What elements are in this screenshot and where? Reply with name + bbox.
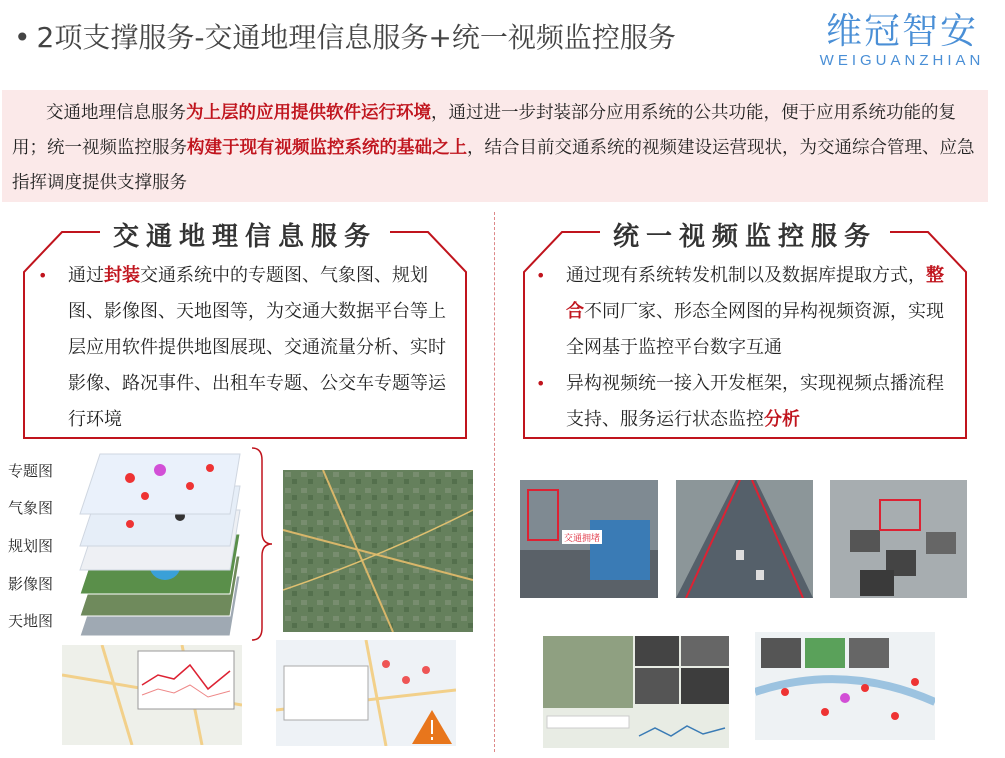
column-divider (494, 212, 495, 752)
intro-highlight-2: 构建于现有视频监控系统的基础之上 (187, 138, 467, 158)
map-layers-illustration (70, 446, 260, 646)
camera-feed-2 (676, 480, 813, 598)
intro-paragraph (2, 90, 988, 202)
traffic-flow-map-image (62, 645, 242, 745)
geo-service-panel (20, 216, 470, 442)
intro-text-3: ，结合目前交通系统的视频建设运营现状，为交通综合管理、应急指挥调度提供支撑服务 (12, 138, 975, 193)
incident-map-image (276, 640, 456, 746)
title-bullet: • (14, 21, 31, 54)
logo-english: WEIGUANZHIAN (819, 52, 985, 69)
page-title (14, 16, 676, 56)
satellite-map-image (283, 470, 473, 632)
camera-feed-3 (830, 480, 967, 598)
list-item: • 异构视频统一接入开发框架，实现视频点播流程支持、服务运行状态监控分析 (536, 373, 944, 430)
list-item: • 通过现有系统转发机制以及数据库提取方式，整合不同厂家、形态全网图的异构视频资源，实现全网基于监控平台数字互通 (536, 265, 944, 358)
layer-label-imagery: 影像图 (8, 575, 54, 593)
brand-logo (807, 12, 997, 69)
intro-text-1: 交通地理信息服务 (46, 103, 186, 123)
panel-title: 交通地理信息服务 (20, 216, 470, 253)
intro-text-2: ，通过进一步封装部分应用系统的公共功能，便于应用系统功能的复用；统一视频监控服务 (12, 103, 956, 158)
intro-highlight-1: 为上层的应用提供软件运行环境 (186, 103, 431, 123)
layer-label-weather: 气象图 (8, 499, 54, 517)
video-service-panel (520, 216, 970, 442)
layer-label-tianditu: 天地图 (8, 612, 54, 630)
panel-title: 统一视频监控服务 (520, 216, 970, 253)
list-item: • 通过封装交通系统中的专题图、气象图、规划图、影像图、天地图等，为交通大数据平台等上层应用软件提供地图展现、交通流量分析、实时影像、路况事件、出租车专题、公交车专题等运行环境 (38, 265, 446, 430)
monitoring-map-image (755, 632, 935, 740)
camera-feed-1 (520, 480, 658, 598)
logo-chinese: 维冠智安 (825, 11, 978, 52)
title-text: 2项支撑服务-交通地理信息服务+统一视频监控服务 (36, 21, 676, 54)
layer-label-thematic: 专题图 (8, 462, 54, 480)
video-wall-image (543, 636, 729, 748)
brace-connector (250, 446, 280, 642)
camera-tag: 交通拥堵 (564, 534, 601, 544)
layer-label-planning: 规划图 (8, 537, 54, 555)
